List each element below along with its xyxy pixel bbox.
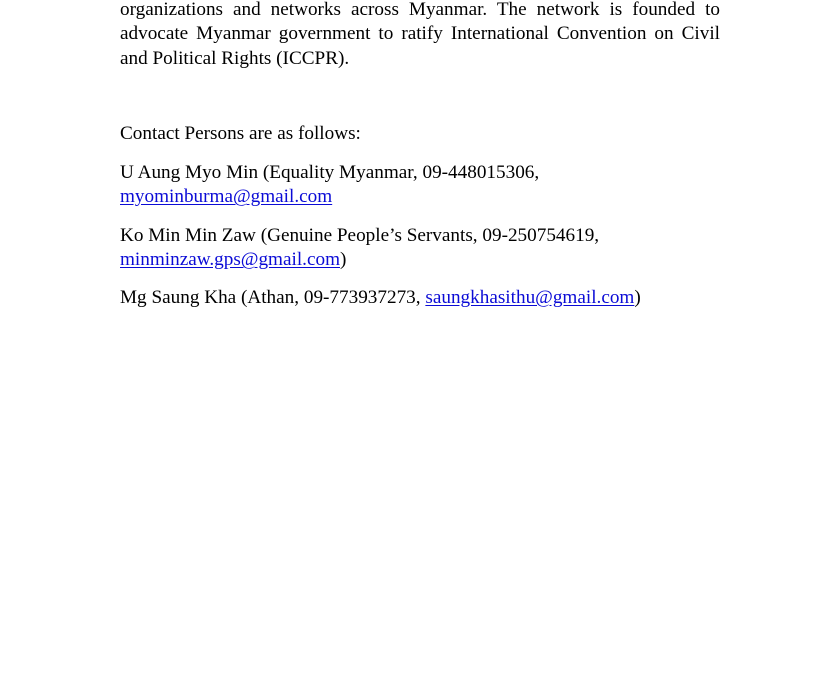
contact-1-email-link[interactable]: myominburma@gmail.com	[120, 186, 333, 208]
contact-entry-1	[120, 161, 720, 210]
contact-entry-2	[120, 224, 720, 273]
contacts-heading: Contact Persons are as follows:	[120, 123, 361, 144]
contact-2-details: Ko Min Min Zaw (Genuine People’s Servants, 09-250754619,	[120, 225, 600, 246]
contact-entry-3	[120, 286, 720, 310]
contact-1-details: U Aung Myo Min (Equality Myanmar, 09-448015306,	[120, 162, 540, 183]
contact-3-email-link[interactable]: saungkhasithu@gmail.com	[425, 287, 635, 308]
contact-3-suffix: )	[634, 287, 641, 308]
contact-2-suffix: )	[340, 249, 347, 271]
contact-3-details: Mg Saung Kha (Athan, 09-773937273,	[120, 287, 426, 308]
contact-2-email-link[interactable]: minminzaw.gps@gmail.com	[120, 249, 340, 271]
intro-paragraph: organizations and networks across Myanmar. The network is founded to advocate Myanmar government to ratify International Convention on Civil and Political Rights (ICCPR).	[120, 0, 720, 69]
